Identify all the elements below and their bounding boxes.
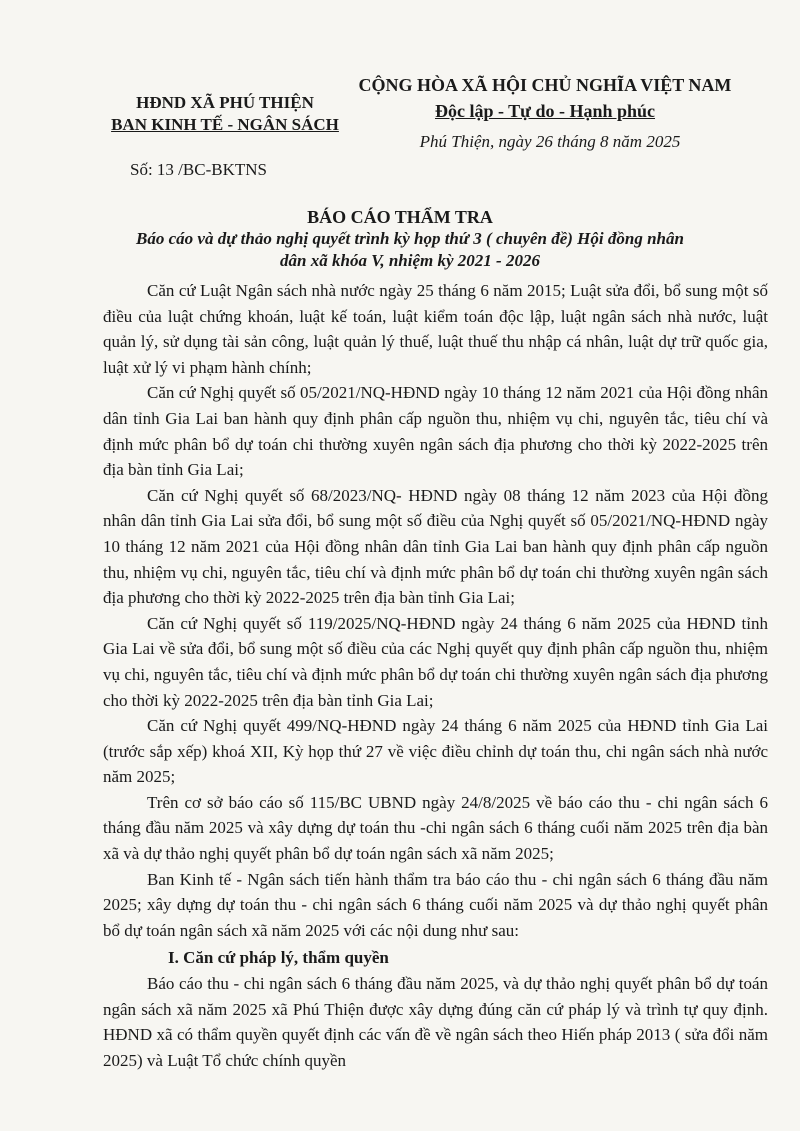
national-motto: Độc lập - Tự do - Hạnh phúc (434, 101, 656, 121)
place-date-line: Phú Thiện, ngày 26 tháng 8 năm 2025 (419, 132, 681, 151)
nation-name: CỘNG HÒA XÃ HỘI CHỦ NGHĨA VIỆT NAM (358, 75, 732, 95)
legal-basis-paragraph-1: Căn cứ Luật Ngân sách nhà nước ngày 25 tháng 6 năm 2015; Luật sửa đổi, bổ sung một số điều của luật chứng khoán, luật kế toán, luật kiểm toán độc lập, luật ngân sách nhà nước, luật quản lý, sử dụng tài sản công, luật quản lý thuế, luật thuế thu nhập cá nhân, luật dự trữ quốc gia, luật xử lý vi phạm hành chính; (103, 281, 768, 377)
section-heading-1: I. Căn cứ pháp lý, thẩm quyền (168, 948, 389, 968)
legal-basis-paragraph-3: Căn cứ Nghị quyết số 68/2023/NQ- HĐND ngày 08 tháng 12 năm 2023 của Hội đồng nhân dân tỉnh Gia Lai sửa đổi, bổ sung một số điều của Nghị quyết số 05/2021/NQ-HĐND ngày 10 tháng 12 năm 2021 của Hội đồng nhân dân tỉnh Gia Lai ban hành quy định phân cấp nguồn thu, nhiệm vụ chi, nguyên tắc, tiêu chí và định mức phân bổ dự toán chi thường xuyên ngân sách địa phương cho thời kỳ 2022-2025 trên địa bàn tỉnh Gia Lai; (103, 485, 768, 608)
subtitle-line-1: Báo cáo và dự thảo nghị quyết trình kỳ họp thứ 3 ( chuyên đề) Hội đồng nhân (136, 229, 684, 248)
report-title: BÁO CÁO THẨM TRA (307, 207, 493, 227)
section-1-paragraph: Báo cáo thu - chi ngân sách 6 tháng đầu năm 2025, và dự thảo nghị quyết phân bổ dự toán ngân sách xã năm 2025 xã Phú Thiện được xây dựng đúng căn cứ pháp lý và trình tự quy định. HĐND xã có thẩm quyền quyết định các vấn đề về ngân sách theo Hiến pháp 2013 ( sửa đổi năm 2025) và Luật Tổ chức chính quyền (103, 974, 768, 1070)
basis-report-paragraph: Trên cơ sở báo cáo số 115/BC UBND ngày 24/8/2025 về báo cáo thu - chi ngân sách 6 tháng đầu năm 2025 và xây dựng dự toán thu -chi ngân sách 6 tháng cuối năm 2025 trên địa bàn xã và dự thảo nghị quyết phân bổ dự toán ngân sách xã năm 2025; (103, 792, 768, 864)
committee-name: BAN KINH TẾ - NGÂN SÁCH (111, 115, 339, 134)
document-number: Số: 13 /BC-BKTNS (130, 160, 267, 179)
council-name: HĐND XÃ PHÚ THIỆN (136, 93, 314, 112)
report-body (103, 278, 768, 1073)
national-header-block (345, 72, 745, 124)
report-subtitle (80, 228, 740, 272)
legal-basis-paragraph-5: Căn cứ Nghị quyết 499/NQ-HĐND ngày 24 tháng 6 năm 2025 của HĐND tỉnh Gia Lai (trước sắp xếp) khoá XII, Kỳ họp thứ 27 về việc điều chỉnh dự toán thu, chi ngân sách nhà nước năm 2025; (103, 716, 768, 787)
legal-basis-paragraph-2: Căn cứ Nghị quyết số 05/2021/NQ-HĐND ngày 10 tháng 12 năm 2021 của Hội đồng nhân dân tỉnh Gia Lai ban hành quy định phân cấp nguồn thu, nhiệm vụ chi, nguyên tắc, tiêu chí và định mức phân bổ dự toán chi thường xuyên ngân sách địa phương cho thời kỳ 2022-2025 trên địa bàn tỉnh Gia Lai; (103, 383, 768, 480)
legal-basis-paragraph-4: Căn cứ Nghị quyết số 119/2025/NQ-HĐND ngày 24 tháng 6 năm 2025 của HĐND tỉnh Gia Lai về sửa đổi, bổ sung một số điều của các Nghị quyết quy định phân cấp nguồn thu, nhiệm vụ chi, nguyên tắc, tiêu chí và định mức phân bổ dự toán chi thường xuyên ngân sách địa phương cho thời kỳ 2022-2025 trên địa bàn tỉnh Gia Lai; (103, 613, 768, 710)
subtitle-line-2: dân xã khóa V, nhiệm kỳ 2021 - 2026 (280, 251, 540, 270)
review-intro-paragraph: Ban Kinh tế - Ngân sách tiến hành thẩm tra báo cáo thu - chi ngân sách 6 tháng đầu năm 2025; xây dựng dự toán thu - chi ngân sách 6 tháng cuối năm 2025 và dự thảo nghị quyết phân bổ dự toán ngân sách xã năm 2025 với các nội dung như sau: (103, 869, 768, 940)
issuing-agency-block (70, 92, 380, 136)
